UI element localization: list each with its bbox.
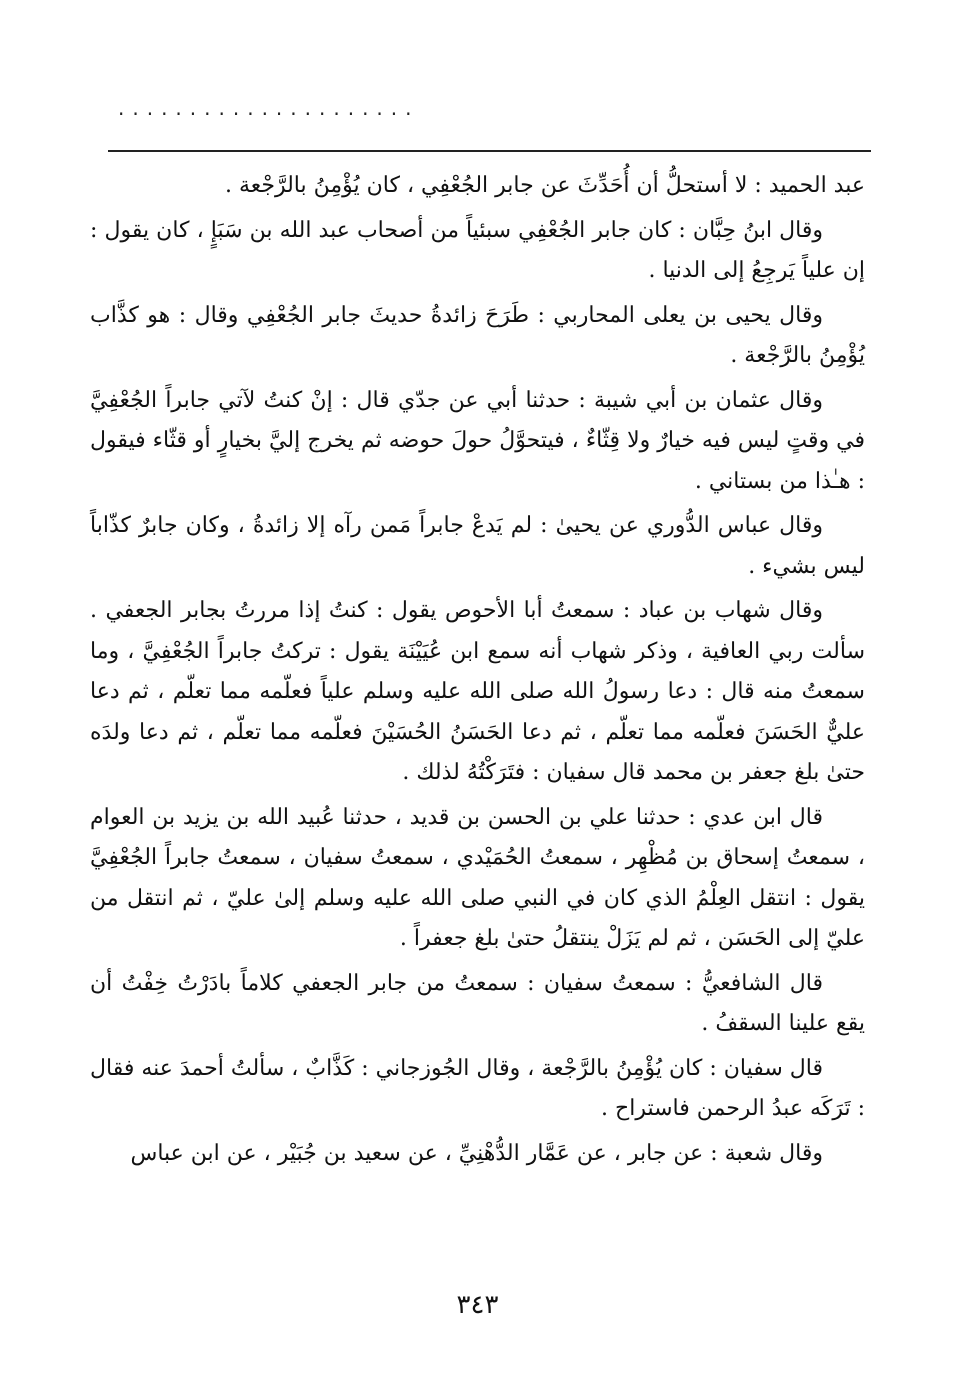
paragraph: وقال عباس الدُّوري عن يحيىٰ : لم يَدعْ جابراً مَمن رآه إلا زائدةُ ، وكان جابرٌ كذّاباً ليس بشيء .	[90, 513, 865, 579]
paragraph: وقال ابنُ حِبَّان : كان جابر الجُعْفِي سبئياً من أصحاب عبد الله بن سَبَإٍ ، كان يقول : إن علياً يَرجِعُ إلى الدنيا .	[90, 217, 865, 283]
paragraph: عبد الحميد : لا أستحلُّ أن أُحَدِّثَ عن جابر الجُعْفِي ، كان يُؤْمِنُ بالرَّجْعة .	[224, 173, 865, 198]
paragraph: قال سفيان : كان يُؤْمِنُ بالرَّجْعة ، وقال الجُوزجاني : كَذَّابٌ ، سألتُ أحمدَ عنه فقال : تَرَكَه عبدُ الرحمن فاستراح .	[90, 1055, 865, 1121]
paragraph: قال الشافعيُّ : سمعتُ سفيان : سمعتُ من جابر الجعفي كلاماً بادَرْتُ خِفْتُ أن يقع علينا السقفُ .	[90, 970, 865, 1036]
paragraph: وقال عثمان بن أبي شيبة : حدثنا أبي عن جدّي قال : إنْ كنتُ لآتي جابراً الجُعْفِيَّ في وقتٍ ليس فيه خيارٌ ولا قِثّاءٌ ، فيتحوَّلُ حولَ حوضه ثم يخرج إليَّ بخيارٍ أو قثّاء فيقول : هـٰذا من بستاني .	[90, 387, 865, 494]
page-number: ٣٤٣	[456, 1290, 499, 1320]
paragraph: وقال شهاب بن عباد : سمعتُ أبا الأحوص يقول : كنتُ إذا مررتُ بجابر الجعفي . سألت ربي العافية ، وذكر شهاب أنه سمع ابن عُيَيْنَة يقول : تركتُ جابراً الجُعْفِيَّ ، وما سمعتُ منه قال : دعا رسولُ الله صلى الله عليه وسلم علياً فعلّمه مما تعلّم ، ثم دعا عليٌّ الحَسَنَ فعلّمه مما تعلّم ، ثم دعا الحَسَنُ الحُسَيْنَ فعلّمه مما تعلّم ، ثم دعا ولدَه حتىٰ بلغ جعفر بن محمد قال سفيان : فتَرَكْتُهُ لذلك .	[90, 598, 865, 785]
paragraph: قال ابن عدي : حدثنا علي بن الحسن بن قديد ، حدثنا عُبيد الله بن يزيد بن العوام ، سمعتُ إسحاق بن مُظْهِر ، سمعتُ الحُمَيْدي ، سمعتُ سفيان ، سمعتُ جابراً الجُعْفِيَّ يقول : انتقل العِلْمُ الذي كان في النبي صلى الله عليه وسلم إلىٰ عليّ ، ثم انتقل من عليّ إلى الحَسَن ، ثم لم يَزَلْ ينتقلُ حتىٰ بلغ جعفراً .	[90, 804, 865, 951]
header-dots: .....................	[118, 96, 420, 120]
paragraph: وقال شعبة : عن جابر ، عن عَمَّار الدُّهْنِيِّ ، عن سعيد بن جُبَيْر ، عن ابن عباس	[130, 1140, 823, 1166]
header-rule	[108, 150, 871, 152]
paragraph: وقال يحيى بن يعلى المحاربي : طَرَحَ زائدةُ حديثَ جابر الجُعْفِي وقال : هو كذَّاب يُؤْمِنُ بالرَّجْعة .	[90, 302, 865, 368]
page-body	[90, 166, 865, 1178]
